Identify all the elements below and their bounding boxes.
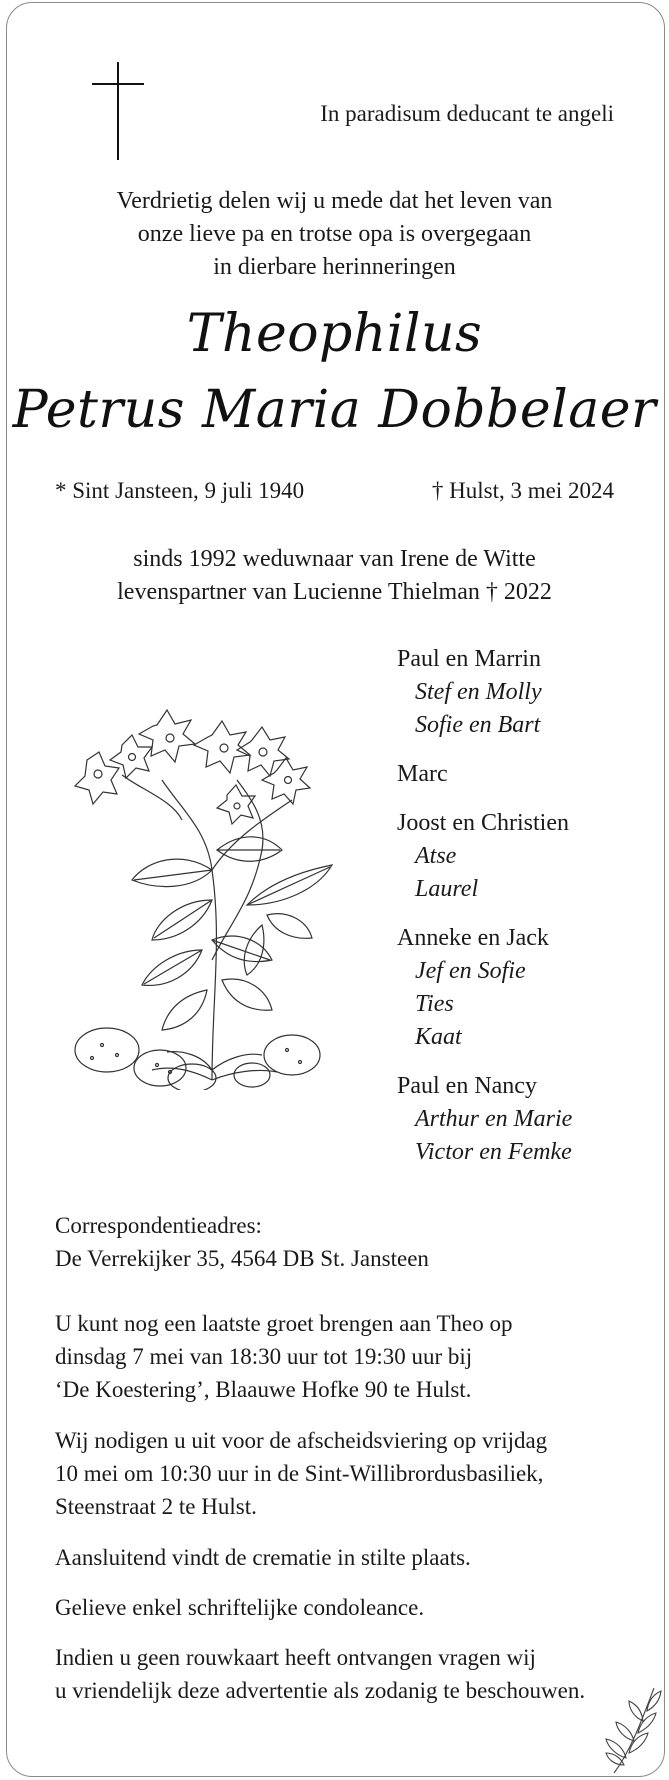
intro-line: Verdrietig delen wij u mede dat het leven van bbox=[116, 188, 553, 214]
widow-text bbox=[0, 543, 669, 609]
family-group bbox=[397, 922, 572, 1054]
family-parent: Paul en Nancy bbox=[397, 1073, 537, 1099]
paragraph-line: u vriendelijk deze advertentie als zodanig te beschouwen. bbox=[55, 1678, 586, 1703]
family-grandchild: Kaat bbox=[415, 1024, 462, 1050]
paragraph-line: ‘De Koestering’, Blaauwe Hofke 90 te Hulst. bbox=[55, 1377, 472, 1402]
widow-line: levenspartner van Lucienne Thielman † 2022 bbox=[117, 579, 552, 605]
family-group bbox=[397, 807, 572, 906]
family-parent: Anneke en Jack bbox=[397, 925, 549, 951]
widow-line: sinds 1992 weduwnaar van Irene de Witte bbox=[133, 546, 536, 572]
visit-paragraph bbox=[55, 1307, 617, 1406]
motto: In paradisum deducant te angeli bbox=[320, 101, 614, 126]
family-grandchild: Sofie en Bart bbox=[415, 712, 541, 738]
correspondence-label: Correspondentieadres: bbox=[55, 1213, 262, 1238]
cross-icon bbox=[92, 62, 144, 160]
potato-plant-illustration bbox=[62, 700, 352, 1090]
correspondence-address bbox=[55, 1209, 429, 1275]
family-grandchild: Ties bbox=[415, 991, 454, 1017]
family-grandchild: Laurel bbox=[415, 876, 479, 902]
service-paragraph bbox=[55, 1424, 617, 1523]
paragraph-line: Wij nodigen u uit voor de afscheidsviering op vrijdag bbox=[55, 1428, 548, 1453]
family-parent: Paul en Marrin bbox=[397, 646, 541, 672]
condolence-paragraph bbox=[55, 1591, 617, 1624]
paragraph-line: Aansluitend vindt de crematie in stilte plaats. bbox=[55, 1545, 471, 1570]
paragraph-line: dinsdag 7 mei van 18:30 uur tot 19:30 uur bij bbox=[55, 1344, 473, 1369]
intro-line: onze lieve pa en trotse opa is overgegaan bbox=[137, 221, 532, 247]
intro-line: in dierbare herinneringen bbox=[213, 254, 456, 280]
family-grandchild: Victor en Femke bbox=[415, 1139, 572, 1165]
family-grandchild: Arthur en Marie bbox=[415, 1106, 573, 1132]
family-parent: Joost en Christien bbox=[397, 810, 569, 836]
family-grandchild: Atse bbox=[415, 843, 457, 869]
family-grandchild: Jef en Sofie bbox=[415, 958, 526, 984]
paragraph-line: Steenstraat 2 te Hulst. bbox=[55, 1494, 257, 1519]
paragraph-line: Gelieve enkel schriftelijke condoleance. bbox=[55, 1595, 425, 1620]
correspondence-address-line: De Verrekijker 35, 4564 DB St. Jansteen bbox=[55, 1246, 429, 1271]
olive-sprig-icon bbox=[604, 1683, 664, 1775]
intro-text bbox=[0, 185, 669, 284]
death-date: † Hulst, 3 mei 2024 bbox=[431, 478, 614, 503]
paragraph-line: U kunt nog een laatste groet brengen aan Theo op bbox=[55, 1311, 513, 1336]
family-group bbox=[397, 643, 572, 742]
family-group bbox=[397, 758, 572, 791]
family-parent: Marc bbox=[397, 761, 448, 787]
family-group bbox=[397, 1070, 572, 1169]
birth-date: * Sint Jansteen, 9 juli 1940 bbox=[55, 478, 305, 503]
family-grandchild: Stef en Molly bbox=[415, 679, 542, 705]
paragraph-line: Indien u geen rouwkaart heeft ontvangen vragen wij bbox=[55, 1645, 536, 1670]
notice-paragraph bbox=[55, 1641, 617, 1707]
deceased-full-name: Petrus Maria Dobbelaer bbox=[12, 380, 657, 440]
paragraph-line: 10 mei om 10:30 uur in de Sint-Willibrordusbasiliek, bbox=[55, 1461, 544, 1486]
deceased-first-name: Theophilus bbox=[186, 304, 483, 364]
cremation-paragraph bbox=[55, 1541, 617, 1574]
family-list bbox=[397, 643, 572, 1185]
